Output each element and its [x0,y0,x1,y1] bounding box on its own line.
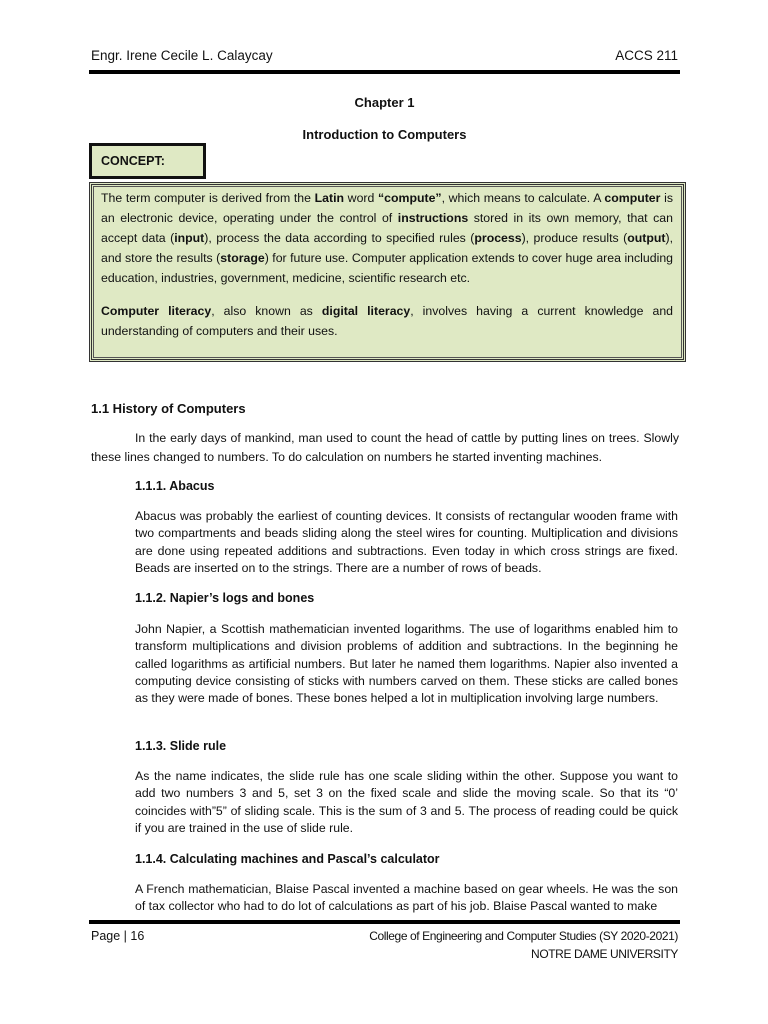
header-rule [89,70,680,74]
subsection-title-abacus: 1.1.1. Abacus [135,479,215,493]
subsection-body-slide-rule: As the name indicates, the slide rule has one scale sliding within the other. Suppose you want to add two numbers 3 and 5, set 3 on the fixed scale and slide the moving scale. So that its “0’ coincides with”5” of sliding scale. This is the sum of 3 and 5. The process of reading could be quick if you are trained in the use of slide rule. [135,769,678,835]
subsection-body-pascal: A French mathematician, Blaise Pascal invented a machine based on gear wheels. He was the son of tax collector who had to do lot of calculations as part of his job. Blaise Pascal wanted to make [135,882,678,914]
chapter-label: Chapter 1 [354,95,415,110]
subsection-body-napier: John Napier, a Scottish mathematician invented logarithms. The use of logarithms enabled him to transform multiplications and division problems of addition and subtractions. In the beginning he called logarithms as artificial numbers. But later he named them logarithms. Napier also invented a computing device consisting of sticks with numbers carved on them. These sticks are called bones as they were made of bones. These bones helped a lot in multiplication involving large numbers. [135,622,678,706]
footer-page-number: Page | 16 [91,929,145,943]
footer-rule [89,920,680,924]
subsection-title-napier: 1.1.2. Napier’s logs and bones [135,591,315,605]
concept-tab: CONCEPT: [89,143,206,179]
subsection-title-slide-rule: 1.1.3. Slide rule [135,739,227,753]
chapter-title: Introduction to Computers [302,127,467,142]
header-course: ACCS 211 [615,48,678,63]
concept-paragraph-1: The term computer is derived from the Latin word “compute”, which means to calculate. A computer is an electronic device, operating under the control of instructions stored in its own memory, that can accept data (input), process the data according to specified rules (process), produce results (output), and store the results (storage) for future use. Computer application extends to cover huge area including education, industries, government, medicine, scientific research etc. [101,191,673,285]
concept-paragraph-2: Computer literacy, also known as digital literacy, involves having a current knowledge and understanding of computers and their uses. [101,304,673,338]
header-author: Engr. Irene Cecile L. Calaycay [91,48,273,63]
footer-college: College of Engineering and Computer Studies (SY 2020-2021) [369,929,678,943]
section-title: 1.1 History of Computers [91,401,246,416]
section-intro: In the early days of mankind, man used to count the head of cattle by putting lines on trees. Slowly these lines changed to numbers. To do calculation on numbers he started inventing machines. [91,431,679,464]
footer-university: NOTRE DAME UNIVERSITY [531,947,678,961]
subsection-title-pascal: 1.1.4. Calculating machines and Pascal’s calculator [135,852,440,866]
subsection-body-abacus: Abacus was probably the earliest of counting devices. It consists of rectangular wooden frame with two compartments and beads sliding along the steel wires for counting. Multiplication and divisions are done using repeated additions and subtractions. Even today in which cross strings are fixed. Beads are inserted on to the strings. There are a number of rows of beads. [135,509,678,575]
